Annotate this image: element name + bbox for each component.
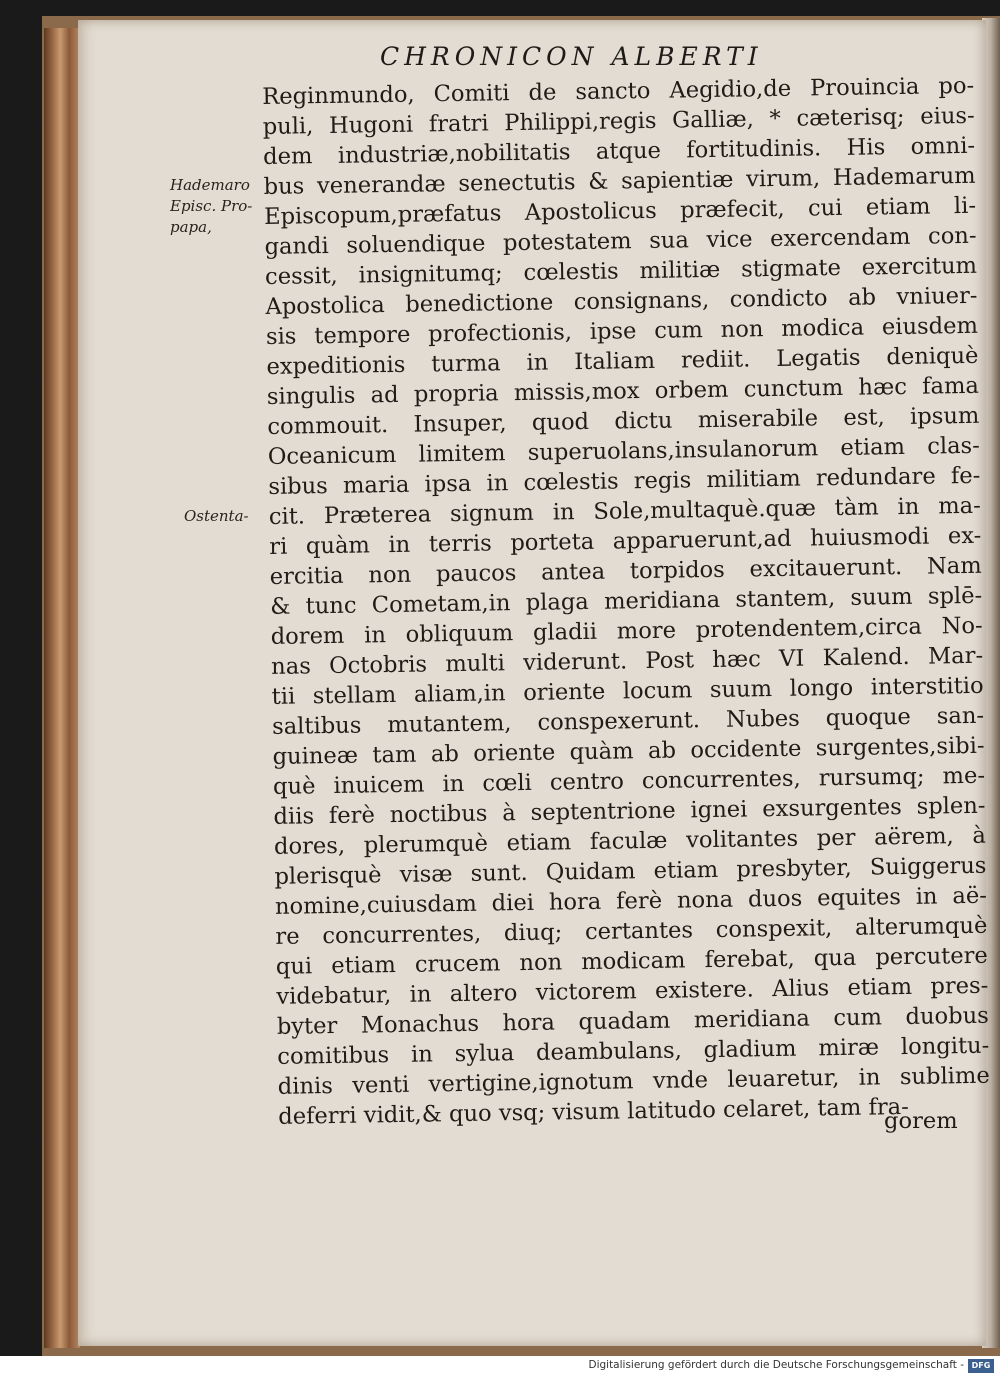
text-line: nas Octobris multi viderunt. Post hæc VI Kalend. Mar- [270,642,984,680]
body-text [262,71,990,1132]
margin-note-line: Ostenta- [184,507,249,525]
margin-note-line: Episc. Pro- [170,197,253,215]
text-line: Reginmundo, Comiti de sancto Aegidio,de Prouincia po- [262,72,975,110]
text-line: deferri vidit,& quo vsq; visum latitudo celaret, tam fra- [278,1093,909,1130]
text-line: sibus maria ipsa in cœlestis regis militiam redundare fe- [268,462,981,500]
text-line: què inuicem in cœli centro concurrentes, rursumq; me- [272,762,986,800]
text-line: dorem in obliquum gladii more protendentem,circa No- [270,612,983,650]
text-line: diis ferè noctibus à septentrione ignei exsurgentes splen- [273,792,986,830]
text-line: gandi soluendique potestatem sua vice exercendam con- [264,222,977,260]
text-line: guineæ tam ab oriente quàm ab occidente surgentes,sibi- [272,732,985,770]
text-line: ri quàm in terris porteta apparuerunt,ad huiusmodi ex- [269,522,982,560]
text-line: Oceanicum limitem superuolans,insulanorum etiam clas- [267,432,981,470]
text-line: cit. Præterea signum in Sole,multaquè.quæ tàm in ma- [268,492,981,530]
text-line: comitibus in sylua deambulans, gladium miræ longitu- [277,1032,990,1070]
text-line: Apostolica benedictione consignans, condicto ab vniuer- [265,282,978,320]
running-head: CHRONICON ALBERTI [380,42,763,71]
text-line: commouit. Insuper, quod dictu miserabile est, ipsum [267,402,980,440]
text-line: saltibus mutantem, conspexerunt. Nubes quoque san- [271,702,985,740]
text-line: nomine,cuiusdam diei hora ferè nona duos equites in aë- [274,882,988,920]
page-edge-stack [44,28,80,1348]
text-line: dores, plerumquè etiam faculæ volitantes per aërem, à [273,822,987,860]
text-line: sis tempore profectionis, ipse cum non modica eiusdem [265,312,979,350]
text-line: qui etiam crucem non modicam ferebat, qua percutere [275,942,989,980]
text-line: ercitia non paucos antea torpidos excitauerunt. Nam [269,552,982,590]
catchword: gorem [884,1108,958,1134]
text-line: videbatur, in altero victorem existere. Alius etiam pres- [276,972,989,1010]
text-line: puli, Hugoni fratri Philippi,regis Galliæ, * cæterisq; eius- [262,102,975,140]
margin-note-line: papa, [170,218,212,236]
text-line: Episcopum,præfatus Apostolicus præfecit, cui etiam li- [263,192,977,230]
text-line: dem industriæ,nobilitatis atque fortitudinis. His omni- [262,132,976,170]
text-line: re concurrentes, diuq; certantes conspexit, alterumquè [275,912,988,950]
text-line: dinis venti vertigine,ignotum vnde leuaretur, in sublime [277,1062,990,1100]
margin-note-ostenta [184,506,249,527]
text-line: cessit, insignitumq; cœlestis militiæ stigmate exercitum [264,252,978,290]
margin-note-line: Hademaro [170,176,250,194]
text-line: expeditionis turma in Italiam rediit. Legatis deniquè [266,342,979,380]
footer-credit: Digitalisierung gefördert durch die Deutsche Forschungsgemeinschaft - [588,1359,964,1371]
dfg-logo: DFG [968,1359,994,1373]
text-line: singulis ad propria missis,mox orbem cunctum hæc fama [266,372,980,410]
footer-bar [0,1356,1000,1378]
margin-note-hademaro [170,175,252,238]
text-line: bus venerandæ senectutis & sapientiæ virum, Hademarum [263,162,976,200]
text-line: tii stellam aliam,in oriente locum suum longo interstitio [271,672,984,710]
text-line: & tunc Cometam,in plaga meridiana stantem, suum splē- [270,582,983,620]
text-line: plerisquè visæ sunt. Quidam etiam presbyter, Suiggerus [274,852,987,890]
text-line: byter Monachus hora quadam meridiana cum duobus [276,1002,989,1040]
